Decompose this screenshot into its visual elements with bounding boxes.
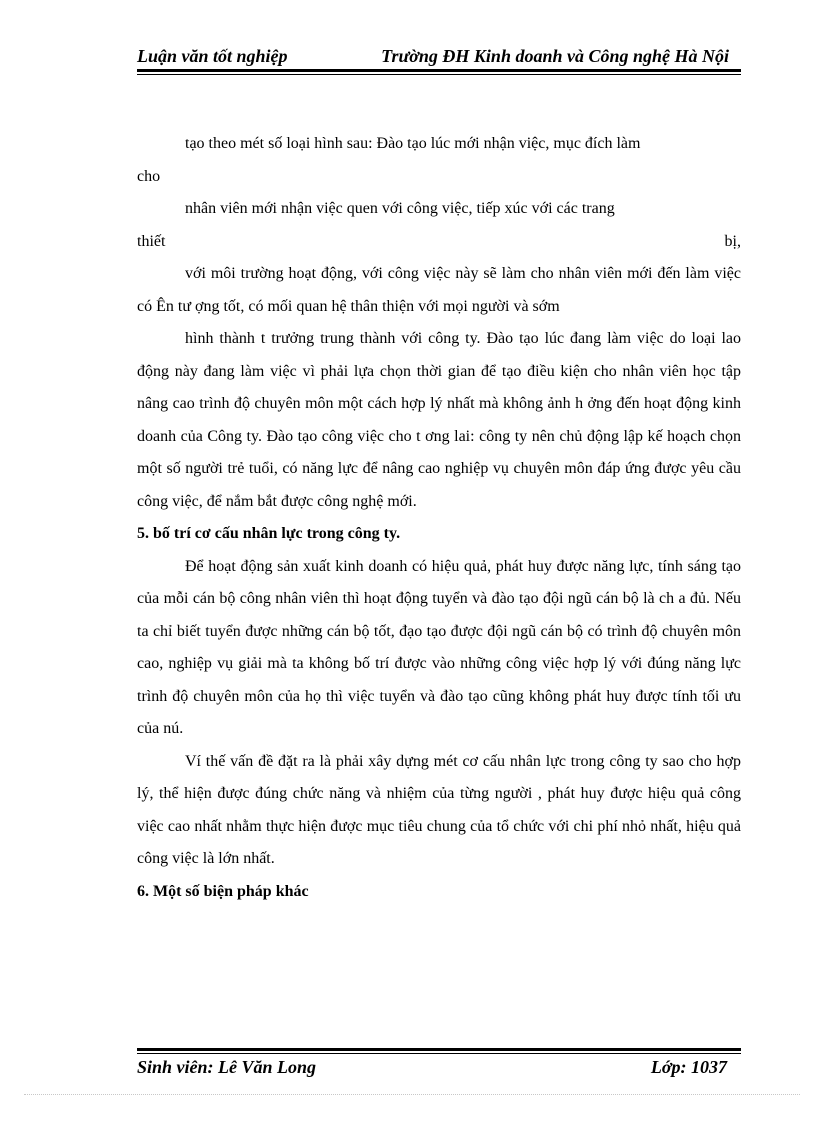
paragraph-2-word-left: thiết xyxy=(137,232,166,250)
document-body xyxy=(137,128,741,908)
page-footer xyxy=(137,1057,741,1079)
header-rule-thick xyxy=(137,69,741,72)
page-bottom-dotted-border xyxy=(24,1094,800,1095)
header-thesis-label: Luận văn tốt nghiệp xyxy=(137,46,288,66)
paragraph-4: hình thành t trưởng trung thành với công ty. Đào tạo lúc đang làm việc do loại lao động này đang làm việc vì phải lựa chọn thời gian để tạo điều kiện cho nhân viên học tập nâng cao trình độ chuyên môn một cách hợp lý nhất mà không ảnh h ởng đến hoạt động kinh doanh của Công ty. Đào tạo công việc cho t ơng lai: công ty nên chủ động lập kế hoạch chọn một số người trẻ tuổi, có năng lực để nâng cao nghiệp vụ chuyên môn đáp ứng được yêu cầu công việc, để nắm bắt được công nghệ mới. xyxy=(137,330,741,510)
paragraph-2-word-right: bị, xyxy=(724,232,741,250)
header-rule-thin xyxy=(137,74,741,75)
section-heading-6: 6. Một số biện pháp khác xyxy=(137,882,309,900)
paragraph-6: Ví thế vấn đề đặt ra là phải xây dựng mét cơ cấu nhân lực trong công ty sao cho hợp lý, thể hiện được đúng chức năng và nhiệm của từng người , phát huy được hiệu quả công việc cao nhất nhằm thực hiện được mục tiêu chung của tổ chức với chi phí nhỏ nhất, hiệu quả công việc là lớn nhất. xyxy=(137,752,741,867)
paragraph-2-line-2 xyxy=(137,226,741,259)
paragraph-3: với môi trường hoạt động, với công việc này sẽ làm cho nhân viên mới đến làm việc có Ên tư ợng tốt, có mối quan hệ thân thiện với mọi người và sớm xyxy=(137,265,741,315)
section-heading-5: 5. bố trí cơ cấu nhân lực trong công ty. xyxy=(137,525,401,542)
paragraph-2-line-1: nhân viên mới nhận việc quen với công việc, tiếp xúc với các trang xyxy=(185,200,615,217)
header-university-name: Trường ĐH Kinh doanh và Công nghệ Hà Nội xyxy=(381,46,729,66)
paragraph-1-line-1: tạo theo mét số loại hình sau: Đào tạo lúc mới nhận việc, mục đích làm xyxy=(185,135,641,152)
footer-student-name: Sinh viên: Lê Văn Long xyxy=(137,1057,317,1077)
footer-rule-thin xyxy=(137,1053,741,1054)
footer-class-code: Lớp: 1037 xyxy=(650,1057,727,1077)
page-header xyxy=(137,46,741,68)
paragraph-5: Để hoạt động sản xuất kinh doanh có hiệu quả, phát huy được năng lực, tính sáng tạo của mỗi cán bộ công nhân viên thì hoạt động tuyển và đào tạo đội ngũ cán bộ là ch a đủ. Nếu ta chỉ biết tuyển được những cán bộ tốt, đạo tạo được đội ngũ cán bộ có trình độ chuyên môn cao, nghiệp vụ giải mà ta không bố trí được vào những công việc hợp lý với đúng năng lực trình độ chuyên môn của họ thì việc tuyển và đào tạo cũng không phát huy được tính tối ưu của nú. xyxy=(137,557,741,737)
footer-rule-thick xyxy=(137,1048,741,1051)
paragraph-1-line-2: cho xyxy=(137,167,161,185)
